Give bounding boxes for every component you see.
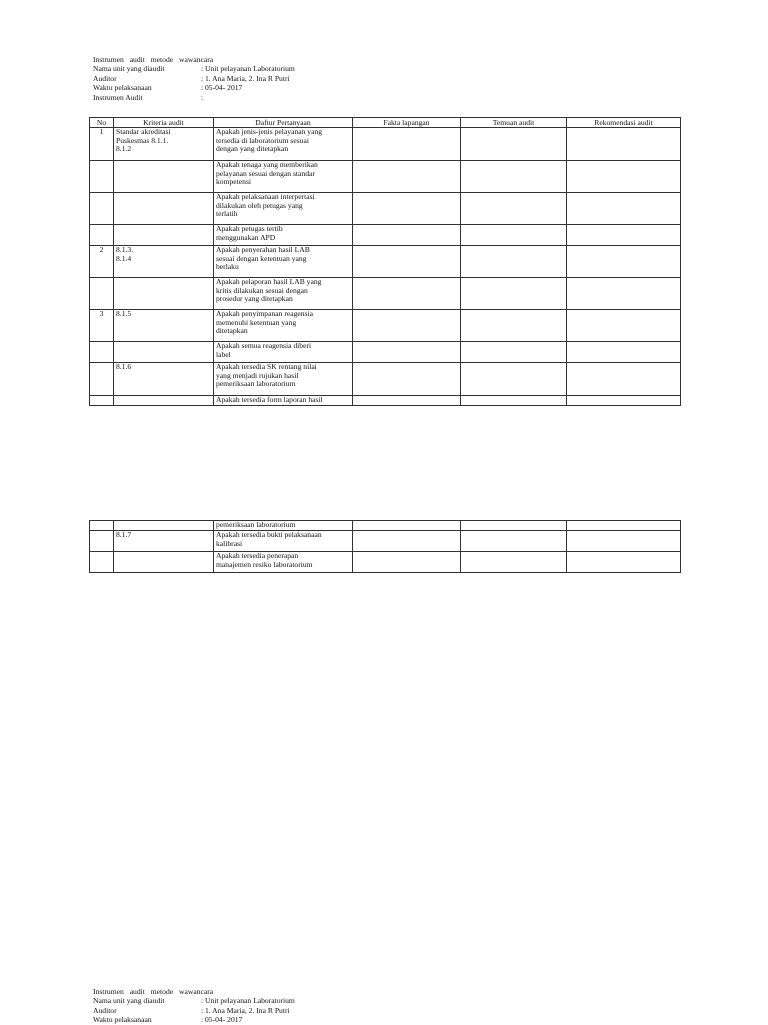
- rekomendasi-cell[interactable]: [567, 342, 681, 363]
- question-cell: Apakah penyimpanan reagensia memenuhi ketentuan yang ditetapkan: [214, 310, 353, 342]
- question-cell: Apakah tersedia form laporan hasil: [214, 396, 353, 406]
- header-label: Nama unit yang diaudit: [93, 996, 165, 1006]
- rekomendasi-cell[interactable]: [567, 531, 681, 552]
- audit-table-continued: [89, 520, 681, 573]
- table-row: [90, 396, 681, 406]
- header-value: : Unit pelayanan Laboratorium: [201, 996, 295, 1006]
- fakta-cell[interactable]: [353, 310, 461, 342]
- question-cell: Apakah pelaporan hasil LAB yang kritis dilakukan sesuai dengan prosedur yang ditetapkan: [214, 278, 353, 310]
- rekomendasi-cell[interactable]: [567, 161, 681, 193]
- fakta-cell[interactable]: [353, 225, 461, 246]
- row-number: [90, 396, 114, 406]
- question-cell: Apakah tersedia SK rentang nilai yang menjadi rujukan hasil pemeriksaan laboratorium: [214, 363, 353, 396]
- header-value: : 1. Ana Maria, 2. Ina R Putri: [201, 73, 290, 83]
- question-cell: Apakah pelaksanaan interpertasi dilakukan oleh petugas yang terlatih: [214, 193, 353, 225]
- document-title: Instrumen audit metode wawancara: [93, 55, 214, 64]
- fakta-cell[interactable]: [353, 193, 461, 225]
- table-row: [90, 278, 681, 310]
- audit-table: [89, 117, 681, 406]
- temuan-cell[interactable]: [461, 128, 567, 161]
- header-label: Nama unit yang diaudit: [93, 64, 165, 74]
- row-number: 2: [90, 246, 114, 278]
- row-number: [90, 552, 114, 573]
- header-value: : 1. Ana Maria, 2. Ina R Putri: [201, 1005, 290, 1015]
- criteria-cell: 8.1.3. 8.1.4: [114, 246, 214, 278]
- criteria-cell: [114, 278, 214, 310]
- audit-header-next-page: [93, 987, 493, 1025]
- question-cell: Apakah jenis-jenis pelayanan yang tersedia di laboratorium sesuai dengan yang ditetapkan: [214, 128, 353, 161]
- temuan-cell[interactable]: [461, 521, 567, 531]
- row-number: [90, 342, 114, 363]
- table-row: [90, 363, 681, 396]
- table-header-row: [90, 118, 681, 128]
- temuan-cell[interactable]: [461, 161, 567, 193]
- header-label: Instrumen Audit: [93, 92, 143, 102]
- temuan-cell[interactable]: [461, 363, 567, 396]
- criteria-cell: Standar akreditasi Puskesmas 8.1.1. 8.1.2: [114, 128, 214, 161]
- document-title: Instrumen audit metode wawancara: [93, 987, 214, 996]
- temuan-cell[interactable]: [461, 193, 567, 225]
- table-row: [90, 310, 681, 342]
- column-header: Fakta lapangan: [353, 118, 461, 128]
- temuan-cell[interactable]: [461, 246, 567, 278]
- header-row: [93, 64, 493, 73]
- column-header: Temuan audit: [461, 118, 567, 128]
- header-row: [93, 93, 493, 102]
- rekomendasi-cell[interactable]: [567, 225, 681, 246]
- criteria-cell: [114, 552, 214, 573]
- row-number: 3: [90, 310, 114, 342]
- header-label: Waktu pelaksanaan: [93, 83, 152, 93]
- audit-header: [93, 55, 493, 102]
- criteria-cell: [114, 521, 214, 531]
- fakta-cell[interactable]: [353, 552, 461, 573]
- temuan-cell[interactable]: [461, 225, 567, 246]
- row-number: [90, 161, 114, 193]
- criteria-cell: 8.1.7: [114, 531, 214, 552]
- header-row: [93, 996, 493, 1005]
- fakta-cell[interactable]: [353, 161, 461, 193]
- fakta-cell[interactable]: [353, 363, 461, 396]
- question-cell: pemeriksaan laboratorium: [214, 521, 353, 531]
- table-row: [90, 128, 681, 161]
- row-number: [90, 521, 114, 531]
- table-row: [90, 521, 681, 531]
- temuan-cell[interactable]: [461, 342, 567, 363]
- rekomendasi-cell[interactable]: [567, 310, 681, 342]
- row-number: [90, 193, 114, 225]
- temuan-cell[interactable]: [461, 396, 567, 406]
- header-row: [93, 1015, 493, 1024]
- header-row: [93, 74, 493, 83]
- fakta-cell[interactable]: [353, 531, 461, 552]
- table-row: [90, 531, 681, 552]
- criteria-cell: [114, 161, 214, 193]
- table-row: [90, 342, 681, 363]
- fakta-cell[interactable]: [353, 342, 461, 363]
- column-header: Kriteria audit: [114, 118, 214, 128]
- table-row: [90, 193, 681, 225]
- question-cell: Apakah tersedia penerapan manajemen resiko laboratorium: [214, 552, 353, 573]
- header-value: : 05-04- 2017: [201, 1015, 243, 1025]
- row-number: [90, 531, 114, 552]
- rekomendasi-cell[interactable]: [567, 193, 681, 225]
- criteria-cell: [114, 193, 214, 225]
- fakta-cell[interactable]: [353, 246, 461, 278]
- header-label: Waktu pelaksanaan: [93, 1015, 152, 1025]
- column-header: Daftur Pertanyaan: [214, 118, 353, 128]
- row-number: [90, 278, 114, 310]
- question-cell: Apakah semua reagensia diberi label: [214, 342, 353, 363]
- temuan-cell[interactable]: [461, 531, 567, 552]
- rekomendasi-cell[interactable]: [567, 552, 681, 573]
- rekomendasi-cell[interactable]: [567, 363, 681, 396]
- criteria-cell: [114, 396, 214, 406]
- rekomendasi-cell[interactable]: [567, 521, 681, 531]
- header-row: [93, 83, 493, 92]
- fakta-cell[interactable]: [353, 278, 461, 310]
- row-number: [90, 225, 114, 246]
- criteria-cell: 8.1.5: [114, 310, 214, 342]
- table-row: [90, 161, 681, 193]
- header-value: : Unit pelayanan Laboratorium: [201, 64, 295, 74]
- rekomendasi-cell[interactable]: [567, 278, 681, 310]
- header-value: :: [201, 92, 204, 102]
- criteria-cell: 8.1.6: [114, 363, 214, 396]
- table-row: [90, 552, 681, 573]
- question-cell: Apakah tenaga yang memberikan pelayanan sesuai dengan standar kompetensi: [214, 161, 353, 193]
- row-number: [90, 363, 114, 396]
- question-cell: Apakah tersedia bukti pelaksanaan kalibrasi: [214, 531, 353, 552]
- criteria-cell: [114, 225, 214, 246]
- column-header: No: [90, 118, 114, 128]
- fakta-cell[interactable]: [353, 521, 461, 531]
- rekomendasi-cell[interactable]: [567, 246, 681, 278]
- row-number: 1: [90, 128, 114, 161]
- temuan-cell[interactable]: [461, 552, 567, 573]
- column-header: Rekomendasi audit: [567, 118, 681, 128]
- rekomendasi-cell[interactable]: [567, 128, 681, 161]
- header-label: Auditor: [93, 1005, 117, 1015]
- fakta-cell[interactable]: [353, 128, 461, 161]
- rekomendasi-cell[interactable]: [567, 396, 681, 406]
- criteria-cell: [114, 342, 214, 363]
- header-label: Auditor: [93, 73, 117, 83]
- header-value: : 05-04- 2017: [201, 83, 243, 93]
- fakta-cell[interactable]: [353, 396, 461, 406]
- table-row: [90, 225, 681, 246]
- table-row: [90, 246, 681, 278]
- temuan-cell[interactable]: [461, 278, 567, 310]
- header-row: [93, 1006, 493, 1015]
- temuan-cell[interactable]: [461, 310, 567, 342]
- question-cell: Apakah penyerahan hasil LAB sesuai dengan ketentuan yang berlaku: [214, 246, 353, 278]
- question-cell: Apakah petugas tertib menggunakan APD: [214, 225, 353, 246]
